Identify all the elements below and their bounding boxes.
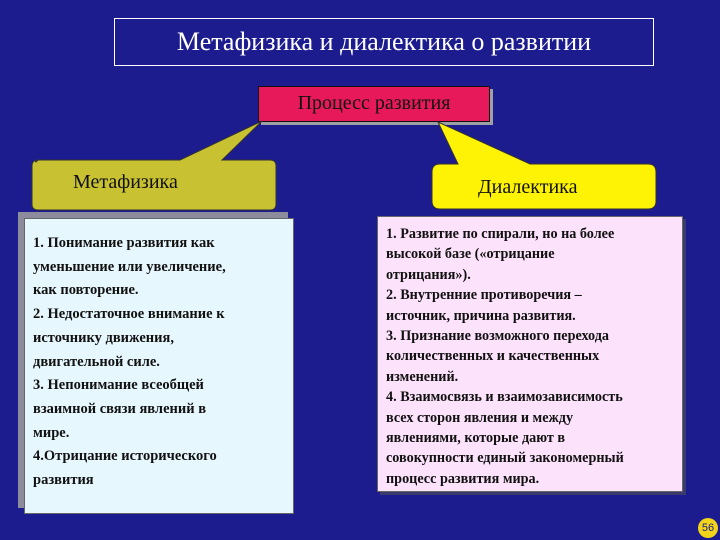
dialectics-line: количественных и качественных — [386, 348, 600, 365]
metaphysics-line: как повторение. — [33, 282, 139, 299]
dialectics-line: 4. Взаимосвязь и взаимозависимость — [386, 389, 623, 406]
metaphysics-callout — [32, 121, 276, 210]
metaphysics-line: источнику движения, — [33, 329, 174, 346]
metaphysics-line: 3. Непонимание всеобщей — [33, 377, 204, 394]
page-number-badge: 56 — [698, 518, 718, 538]
dialectics-line: высокой базе («отрицание — [386, 246, 555, 263]
dialectics-line: 3. Признание возможного перехода — [386, 328, 609, 345]
dialectics-line: процесс развития мира. — [386, 470, 540, 487]
dialectics-line: источник, причина развития. — [386, 307, 576, 324]
dialectics-line: всех сторон явления и между — [386, 409, 574, 426]
metaphysics-line: 2. Недостаточное внимание к — [33, 306, 225, 323]
process-box: Процесс развития — [258, 86, 490, 122]
dialectics-line: 1. Развитие по спирали, но на более — [386, 226, 615, 242]
metaphysics-label: Метафизика — [73, 171, 178, 193]
metaphysics-line: взаимной связи явлений в — [33, 400, 207, 417]
metaphysics-line: двигательной силе. — [33, 353, 160, 370]
metaphysics-panel — [24, 218, 294, 514]
dialectics-line: отрицания»). — [386, 266, 471, 283]
dialectics-line: 2. Внутренние противоречия – — [386, 287, 582, 304]
dialectics-line: совокупности единый закономерный — [386, 450, 624, 467]
dialectics-line: явлениями, которые дают в — [386, 430, 566, 447]
slide-title: Метафизика и диалектика о развитии — [114, 18, 654, 66]
metaphysics-line: 4.Отрицание исторического — [33, 448, 217, 465]
metaphysics-line: 1. Понимание развития как — [33, 235, 215, 251]
dialectics-label: Диалектика — [478, 176, 578, 198]
dialectics-panel — [377, 216, 683, 492]
metaphysics-line: уменьшение или увеличение, — [33, 258, 226, 275]
metaphysics-line: мире. — [33, 424, 70, 441]
metaphysics-line: развития — [33, 472, 94, 489]
dialectics-line: изменений. — [386, 368, 459, 385]
